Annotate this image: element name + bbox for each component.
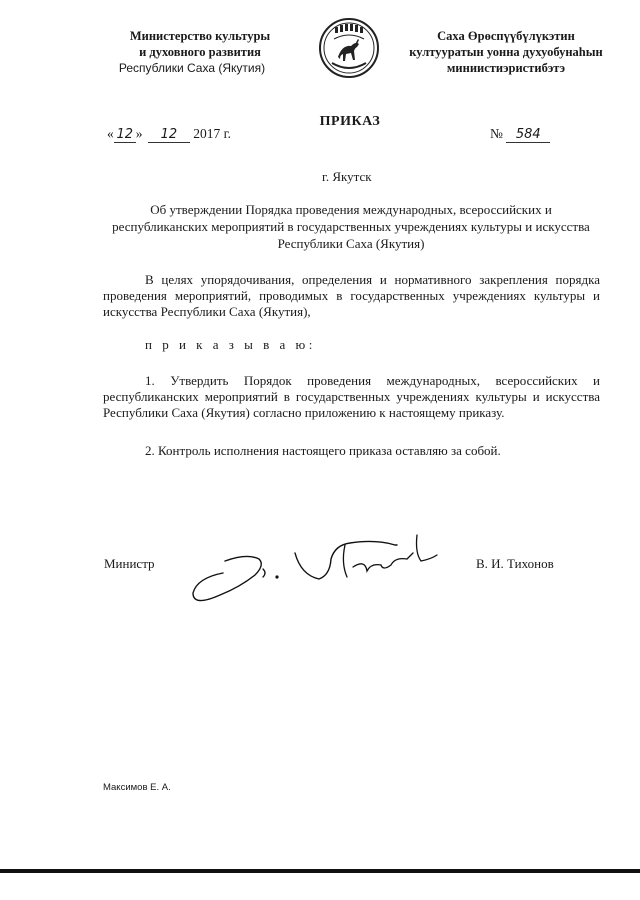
signatory-position: Министр [104, 556, 155, 571]
ministry-name-yakut-line1: Саха Өрөспүүбүлүкэтин [437, 29, 575, 43]
coat-of-arms-icon [318, 17, 380, 79]
ministry-name-yakut-line2: култууратын уонна духуобунаһын [409, 45, 603, 59]
order-item-2: 2. Контроль исполнения настоящего приказа оставляю за собой. [145, 443, 501, 458]
city: г. Якутск [322, 169, 372, 184]
order-number [490, 126, 550, 143]
ministry-name-line3: Республики Саха (Якутия) [118, 61, 266, 75]
number-prefix: № [490, 126, 503, 141]
executor-name: Максимов Е. А. [103, 782, 171, 793]
decree-word: п р и к а з ы в а ю: [145, 337, 316, 352]
scan-edge-bar [0, 869, 640, 873]
date-close-quote: » [135, 126, 143, 141]
date-open-quote: « [107, 126, 114, 141]
date-day: 12 [114, 128, 136, 143]
ministry-name-russian [110, 28, 290, 76]
signatory-name: В. И. Тихонов [476, 556, 554, 571]
order-subject: Об утверждении Порядка проведения международных, всероссийских и республиканских мероприятий в государственных учреждениях культуры и искусства Республики Саха (Якутия) [112, 202, 590, 251]
document-title: ПРИКАЗ [319, 114, 381, 129]
ministry-name-line2: и духовного развития [139, 45, 261, 59]
order-item-1: 1. Утвердить Порядок проведения международных, всероссийских и республиканских мероприятий в государственных учреждениях культуры и искусства Республики Саха (Якутия) согласно приложению к настоящему приказу. [103, 373, 600, 420]
preamble-paragraph: В целях упорядочивания, определения и нормативного закрепления порядка проведения мероприятий, проводимых в государственных учреждениях культуры и искусства Республики Саха (Якутия), [103, 272, 600, 319]
ministry-name-line1: Министерство культуры [129, 29, 271, 43]
handwritten-signature [185, 523, 445, 623]
date-year: 2017 г. [193, 126, 232, 141]
ministry-name-yakut [396, 28, 616, 76]
number-value: 584 [506, 128, 550, 143]
ministry-name-yakut-line3: миниистиэристибэтэ [446, 61, 566, 75]
order-date [107, 126, 231, 143]
date-month: 12 [148, 128, 190, 143]
